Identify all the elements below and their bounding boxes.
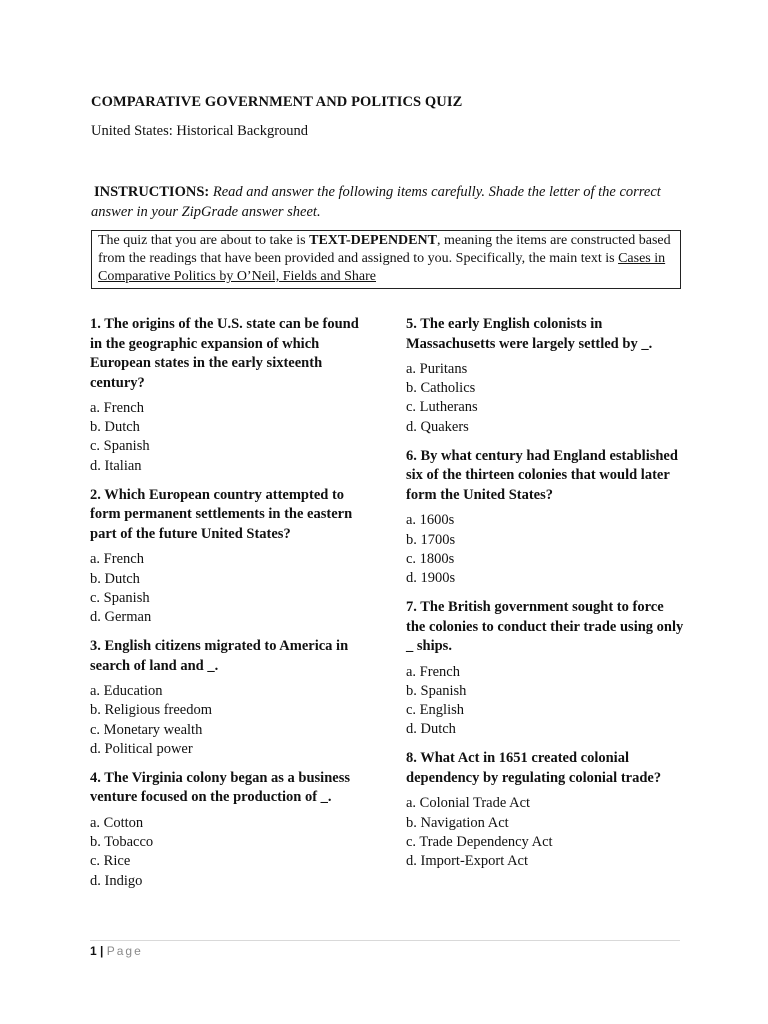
question-8 xyxy=(406,749,684,871)
answer-option: b. Dutch xyxy=(90,419,140,436)
answer-option: c. Rice xyxy=(90,853,131,870)
answer-option: c. Monetary wealth xyxy=(90,721,203,738)
answer-option: c. 1800s xyxy=(406,550,455,567)
footer-divider xyxy=(90,940,680,941)
answer-option: a. Puritans xyxy=(406,361,468,377)
main-text-reference: Cases in Comparative Politics by O’Neil, Fields and Share xyxy=(98,251,666,284)
answer-option: d. 1900s xyxy=(406,569,456,586)
answer-option: a. Cotton xyxy=(90,814,144,831)
page-label: Page xyxy=(106,944,143,958)
answer-option: d. Indigo xyxy=(90,872,143,889)
question-text: 6. By what century had England established six of the thirteen colonies that would later form the United States? xyxy=(406,447,678,503)
answer-option: b. Tobacco xyxy=(90,834,154,851)
question-2 xyxy=(90,486,370,627)
answer-option: a. Colonial Trade Act xyxy=(406,795,531,812)
question-5 xyxy=(406,315,684,437)
footer-separator: | xyxy=(96,944,107,958)
answer-option: d. Italian xyxy=(90,457,142,474)
answer-option: d. Import-Export Act xyxy=(406,853,529,870)
answer-option: c. Spanish xyxy=(90,438,150,455)
answer-option: b. Catholics xyxy=(406,380,476,397)
answer-option: c. Lutherans xyxy=(406,399,478,416)
answer-option: b. Religious freedom xyxy=(90,702,213,719)
question-4 xyxy=(90,769,370,891)
answer-option: b. Dutch xyxy=(90,570,140,587)
question-text: 3. English citizens migrated to America in search of land and _. xyxy=(90,638,349,674)
answer-option: a. 1600s xyxy=(406,512,455,529)
instructions-label: INSTRUCTIONS: xyxy=(94,184,210,200)
answer-option: a. French xyxy=(406,663,460,680)
question-text: 1. The origins of the U.S. state can be found in the geographic expansion of which European states in the early sixteenth century? xyxy=(90,316,359,391)
question-text: 4. The Virginia colony began as a business venture focused on the production of _. xyxy=(90,769,350,806)
page-title: COMPARATIVE GOVERNMENT AND POLITICS QUIZ xyxy=(91,94,463,110)
page-footer xyxy=(90,944,143,958)
answer-option: b. Spanish xyxy=(406,682,467,699)
page-subtitle: United States: Historical Background xyxy=(91,123,309,139)
question-7 xyxy=(406,598,684,739)
notice-emphasis: TEXT-DEPENDENT xyxy=(309,233,437,248)
answer-option: a. French xyxy=(90,551,144,568)
question-text: 7. The British government sought to force the colonies to conduct their trade using only _ ships. xyxy=(406,599,684,655)
question-text: 2. Which European country attempted to form permanent settlements in the eastern part of the future United States? xyxy=(90,486,353,542)
text-dependent-notice-box xyxy=(91,230,681,289)
answer-option: b. Navigation Act xyxy=(406,814,509,831)
answer-option: c. Trade Dependency Act xyxy=(406,833,553,850)
answer-option: b. 1700s xyxy=(406,531,456,548)
answer-option: d. Political power xyxy=(90,740,193,757)
instructions xyxy=(91,182,671,222)
answer-option: d. Quakers xyxy=(406,418,469,435)
questions-column-right xyxy=(406,315,684,881)
answer-option: c. English xyxy=(406,702,464,719)
question-text: 8. What Act in 1651 created colonial dependency by regulating colonial trade? xyxy=(406,750,662,786)
answer-option: d. German xyxy=(90,608,152,625)
question-1 xyxy=(90,315,370,476)
question-3 xyxy=(90,637,370,759)
notice-text-1: The quiz that you are about to take is xyxy=(98,233,310,248)
instructions-text: Read and answer the following items carefully. Shade the letter of the correct answer in your ZipGrade answer sheet. xyxy=(91,184,661,220)
answer-option: c. Spanish xyxy=(90,589,150,606)
question-6 xyxy=(406,447,684,588)
page-number: 1 xyxy=(90,944,97,958)
notice-text-2: , meaning the items are constructed based from the readings that have been provided and assigned to you. Specifically, the main text is xyxy=(98,233,671,266)
answer-option: d. Dutch xyxy=(406,721,456,738)
answer-option: a. Education xyxy=(90,683,163,700)
answer-option: a. French xyxy=(90,400,144,416)
question-text: 5. The early English colonists in Massachusetts were largely settled by _. xyxy=(406,316,653,352)
questions-column-left xyxy=(90,315,370,901)
